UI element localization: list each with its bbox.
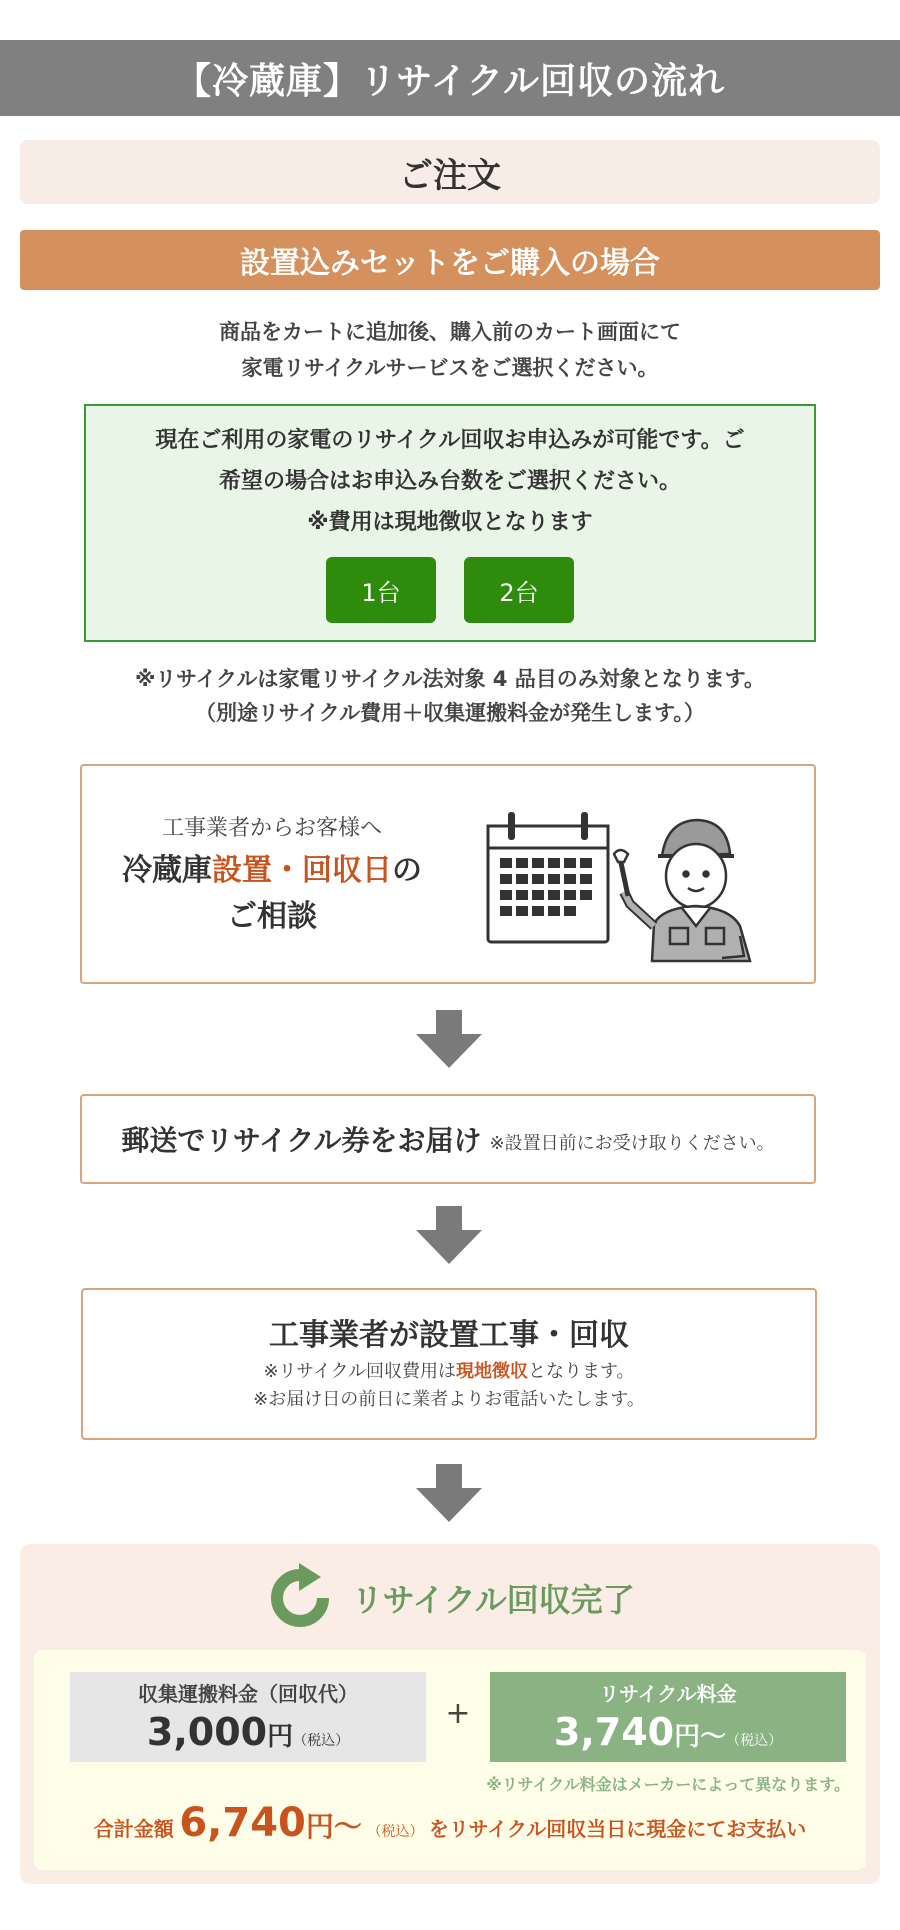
recycle-fee-yen: 円〜 (674, 1722, 727, 1752)
page-title: 【冷蔵庫】リサイクル回収の流れ (0, 40, 900, 116)
step-consultation-text (82, 810, 462, 940)
step-installation-line1 (83, 1358, 815, 1386)
cart-instruction-line1: 商品をカートに追加後、購入前のカート画面にて (219, 320, 681, 344)
collection-fee-value (70, 1708, 426, 1765)
step-consultation-line3: ご相談 (227, 899, 317, 934)
calendar-worker-illustration (482, 796, 782, 966)
law-note (0, 662, 900, 730)
total-tax: （税込） (367, 1824, 424, 1840)
recycle-option-line1: 現在ご利用の家電のリサイクル回収お申込みが可能です。ご (155, 428, 745, 453)
total-yen: 円〜 (305, 1810, 362, 1843)
step-consultation-line2-post: の (392, 853, 422, 888)
recycle-option-box (84, 404, 816, 642)
law-note-line2: （別途リサイクル費用＋収集運搬料金が発生します。） (195, 701, 705, 725)
calendar-icon (488, 812, 608, 942)
law-note-line1: ※リサイクルは家電リサイクル法対象 4 品目のみ対象となります。 (134, 667, 766, 691)
recycle-icon (265, 1563, 335, 1633)
step-installation-line1-pre: ※リサイクル回収費用は (263, 1361, 456, 1382)
cart-instruction (0, 314, 900, 386)
step-installation (81, 1288, 817, 1440)
step-installation-line1-accent: 現地徴収 (456, 1361, 528, 1382)
down-arrow-icon (416, 1464, 482, 1522)
step-installation-line2: ※お届け日の前日に業者よりお電話いたします。 (253, 1389, 645, 1410)
completion-title: リサイクル回収完了 (351, 1581, 635, 1619)
recycle-option-line2: 希望の場合はお申込み台数をご選択ください。 (218, 469, 681, 494)
order-heading: ご注文 (20, 140, 880, 204)
step-consultation-line2 (82, 848, 462, 894)
collection-fee-amount: 3,000 (146, 1710, 268, 1754)
total-payment-text: をリサイクル回収当日に現金にてお支払い (429, 1817, 807, 1841)
recycle-fee-box (490, 1672, 846, 1762)
quantity-1-button[interactable]: 1台 (326, 557, 436, 623)
down-arrow-icon (416, 1206, 482, 1264)
step-consultation-line2-pre: 冷蔵庫 (122, 853, 212, 888)
recycle-option-text (86, 406, 814, 543)
step-installation-line1-post: となります。 (528, 1361, 635, 1382)
collection-fee-tax: （税込） (293, 1733, 350, 1749)
collection-fee-yen: 円 (267, 1722, 294, 1752)
step-consultation-line2-accent: 設置・回収日 (212, 853, 392, 888)
completion-heading (20, 1558, 880, 1638)
recycle-option-line3: ※費用は現地徴収となります (307, 510, 593, 535)
step-ticket-delivery (80, 1094, 816, 1184)
total-amount (34, 1800, 866, 1846)
worker-illustration (614, 820, 750, 961)
step-ticket-delivery-main: 郵送でリサイクル券をお届け (121, 1124, 482, 1157)
recycle-fee-label: リサイクル料金 (599, 1682, 737, 1706)
recycle-fee-note: ※リサイクル料金はメーカーによって異なります。 (486, 1775, 850, 1794)
recycle-fee-value (490, 1708, 846, 1765)
step-ticket-delivery-sub: ※設置日前にお受け取りください。 (489, 1133, 775, 1154)
cart-instruction-line2: 家電リサイクルサービスをご選択ください。 (241, 356, 659, 380)
fee-panel (34, 1650, 866, 1870)
collection-fee-label: 収集運搬料金（回収代） (138, 1682, 358, 1706)
completion-panel (20, 1544, 880, 1884)
down-arrow-icon (416, 1010, 482, 1068)
total-label: 合計金額 (93, 1817, 174, 1841)
total-value: 6,740 (179, 1800, 306, 1846)
recycle-fee-amount: 3,740 (553, 1710, 675, 1754)
plus-sign: + (445, 1696, 471, 1731)
collection-fee-box (70, 1672, 426, 1762)
recycle-fee-tax: （税込） (726, 1733, 783, 1749)
quantity-2-button[interactable]: 2台 (464, 557, 574, 623)
quantity-button-row (86, 557, 814, 623)
step-consultation (80, 764, 816, 984)
step-installation-title: 工事業者が設置工事・回収 (269, 1318, 629, 1353)
step-consultation-line1: 工事業者からお客様へ (161, 816, 382, 841)
set-purchase-heading: 設置込みセットをご購入の場合 (20, 230, 880, 290)
